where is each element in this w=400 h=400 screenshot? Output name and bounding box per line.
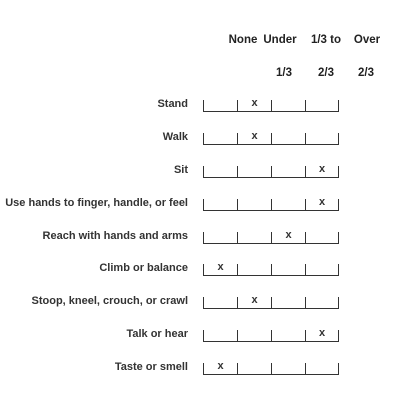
frequency-cell[interactable]: [237, 294, 271, 309]
frequency-cell[interactable]: [271, 297, 305, 309]
frequency-cell[interactable]: [203, 261, 237, 276]
activity-label: Sit: [173, 164, 188, 176]
frequency-cell[interactable]: [237, 199, 271, 211]
check-mark: x: [251, 130, 258, 142]
frequency-scale: [203, 130, 339, 145]
frequency-cell[interactable]: [271, 166, 305, 178]
header-under: Under: [263, 34, 297, 46]
activity-label: Taste or smell: [114, 361, 188, 373]
frequency-cell[interactable]: [305, 100, 339, 112]
frequency-cell[interactable]: [203, 166, 237, 178]
activity-row: [0, 98, 400, 114]
frequency-cell[interactable]: [305, 163, 339, 178]
header-one-third-to: 1/3 to: [310, 34, 342, 46]
frequency-scale: [203, 196, 339, 211]
header-over-two-thirds: 2/3: [358, 67, 374, 79]
frequency-cell[interactable]: [237, 130, 271, 145]
activity-row: [0, 131, 400, 147]
frequency-cell[interactable]: [271, 264, 305, 276]
activity-row: [0, 295, 400, 311]
frequency-cell[interactable]: [203, 133, 237, 145]
check-mark: x: [251, 97, 258, 109]
frequency-cell[interactable]: [271, 100, 305, 112]
header-two-thirds: 2/3: [318, 67, 334, 79]
check-mark: x: [285, 229, 292, 241]
frequency-cell[interactable]: [305, 133, 339, 145]
frequency-cell[interactable]: [305, 297, 339, 309]
frequency-cell[interactable]: [271, 199, 305, 211]
frequency-cell[interactable]: [271, 363, 305, 375]
frequency-cell[interactable]: [237, 330, 271, 342]
frequency-cell[interactable]: [203, 360, 237, 375]
check-mark: x: [318, 163, 326, 175]
activity-label: Stoop, kneel, crouch, or crawl: [31, 295, 188, 307]
header-row-1: [0, 34, 400, 50]
frequency-cell[interactable]: [305, 232, 339, 244]
activity-row: [0, 361, 400, 377]
frequency-cell[interactable]: [203, 232, 237, 244]
activity-label: Reach with hands and arms: [42, 230, 188, 242]
frequency-cell[interactable]: [203, 297, 237, 309]
activity-label: Use hands to finger, handle, or feel: [5, 197, 188, 209]
frequency-scale: [203, 327, 339, 342]
frequency-scale: [203, 97, 339, 112]
activity-row: [0, 230, 400, 246]
frequency-cell[interactable]: [305, 264, 339, 276]
frequency-scale: [203, 229, 339, 244]
activity-label: Walk: [162, 131, 188, 143]
frequency-cell[interactable]: [237, 363, 271, 375]
frequency-cell[interactable]: [237, 166, 271, 178]
frequency-cell[interactable]: [203, 330, 237, 342]
header-row-2: [0, 67, 400, 83]
activity-label: Talk or hear: [126, 328, 188, 340]
activity-row: [0, 164, 400, 180]
frequency-cell[interactable]: [237, 232, 271, 244]
activity-row: [0, 262, 400, 278]
check-mark: x: [318, 196, 326, 208]
activity-row: [0, 328, 400, 344]
frequency-cell[interactable]: [237, 97, 271, 112]
activity-label: Stand: [157, 98, 188, 110]
frequency-scale: [203, 360, 339, 375]
frequency-cell[interactable]: [271, 229, 305, 244]
frequency-cell[interactable]: [203, 199, 237, 211]
check-mark: x: [251, 294, 258, 306]
frequency-scale: [203, 294, 339, 309]
check-mark: x: [217, 261, 224, 273]
header-over: Over: [353, 34, 381, 46]
frequency-scale: [203, 163, 339, 178]
frequency-scale: [203, 261, 339, 276]
frequency-cell[interactable]: [305, 363, 339, 375]
frequency-cell[interactable]: [271, 330, 305, 342]
activity-row: [0, 197, 400, 213]
frequency-cell[interactable]: [203, 100, 237, 112]
activity-label: Climb or balance: [99, 262, 188, 274]
frequency-cell[interactable]: [271, 133, 305, 145]
frequency-cell[interactable]: [305, 327, 339, 342]
header-none: None: [228, 34, 258, 46]
check-mark: x: [318, 327, 326, 339]
check-mark: x: [217, 360, 224, 372]
frequency-cell[interactable]: [305, 196, 339, 211]
frequency-cell[interactable]: [237, 264, 271, 276]
header-one-third: 1/3: [276, 67, 292, 79]
